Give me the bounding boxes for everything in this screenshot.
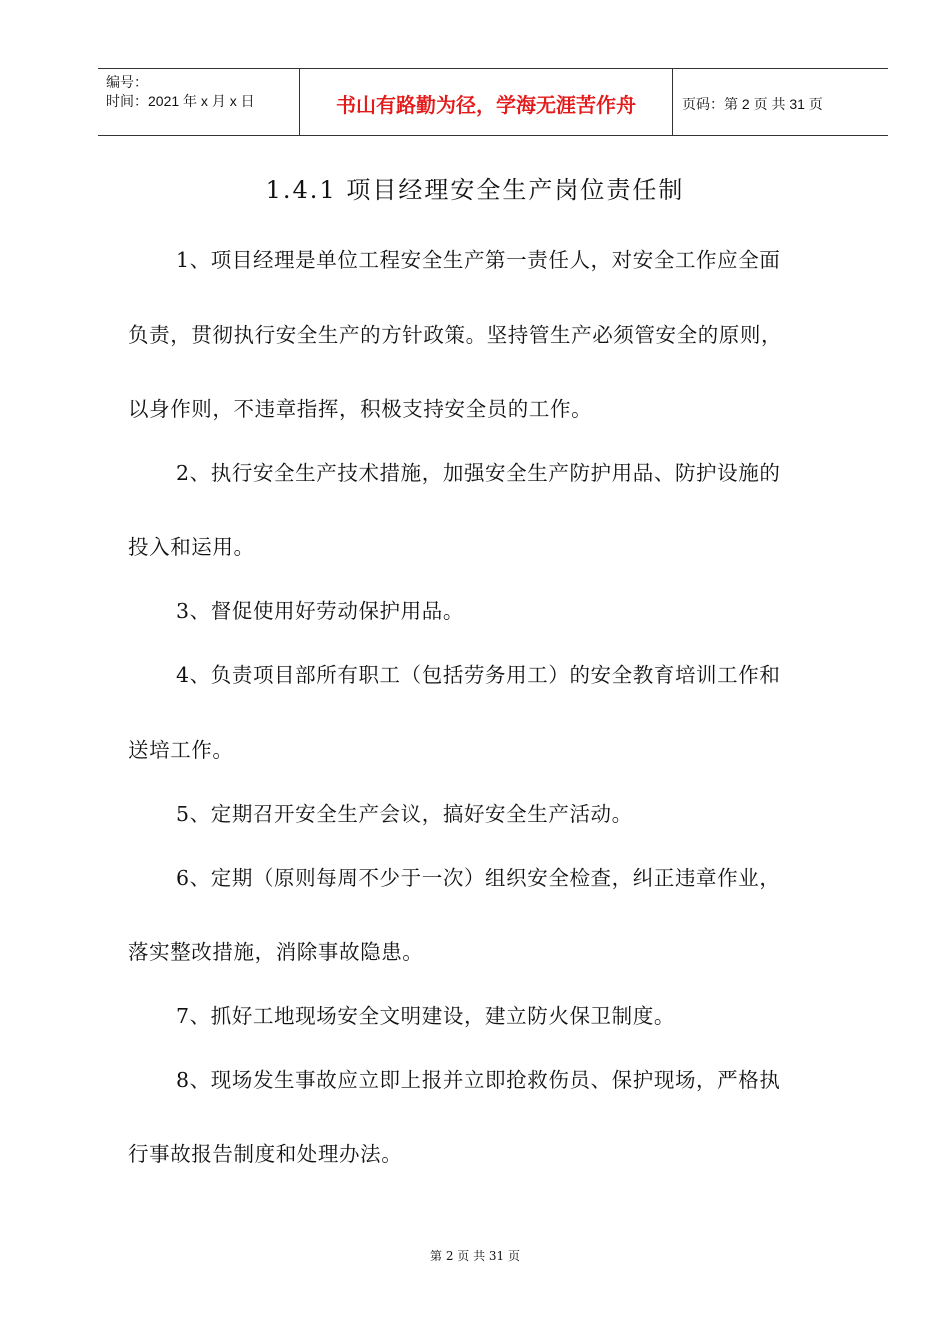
- document-title: 1.4.1 项目经理安全生产岗位责任制: [265, 176, 685, 204]
- paragraph-line: 3、督促使用好劳动保护用品。: [176, 599, 464, 623]
- header-page-number: 页码：第 2 页 共 31 页: [682, 96, 823, 112]
- paragraph-line: 8、现场发生事故应立即上报并立即抢救伤员、保护现场，严格执: [176, 1068, 781, 1092]
- code-label: 编号：: [106, 74, 148, 90]
- paragraph-line: 负责，贯彻执行安全生产的方针政策。坚持管生产必须管安全的原则，: [128, 323, 783, 347]
- header-meta: [106, 73, 255, 111]
- paragraph-line: 2、执行安全生产技术措施，加强安全生产防护用品、防护设施的: [176, 461, 781, 485]
- header-divider: [672, 69, 673, 135]
- paragraph-line: 以身作则，不违章指挥，积极支持安全员的工作。: [128, 397, 593, 421]
- paragraph-line: 6、定期（原则每周不少于一次）组织安全检查，纠正违章作业，: [176, 866, 781, 890]
- header-motto: 书山有路勤为径，学海无涯苦作舟: [336, 93, 636, 117]
- paragraph-line: 1、项目经理是单位工程安全生产第一责任人，对安全工作应全面: [176, 248, 781, 272]
- paragraph-line: 投入和运用。: [128, 535, 255, 559]
- time-label: 时间：2021 年 x 月 x 日: [106, 93, 255, 109]
- paragraph-line: 4、负责项目部所有职工（包括劳务用工）的安全教育培训工作和: [176, 663, 781, 687]
- paragraph-line: 5、定期召开安全生产会议，搞好安全生产活动。: [176, 802, 633, 826]
- paragraph-line: 行事故报告制度和处理办法。: [128, 1142, 403, 1166]
- paragraph-line: 7、抓好工地现场安全文明建设，建立防火保卫制度。: [176, 1004, 675, 1028]
- paragraph-line: 落实整改措施，消除事故隐患。: [128, 940, 424, 964]
- document-header: [98, 68, 888, 136]
- paragraph-line: 送培工作。: [128, 738, 234, 762]
- page-footer: 第 2 页 共 31 页: [430, 1249, 520, 1263]
